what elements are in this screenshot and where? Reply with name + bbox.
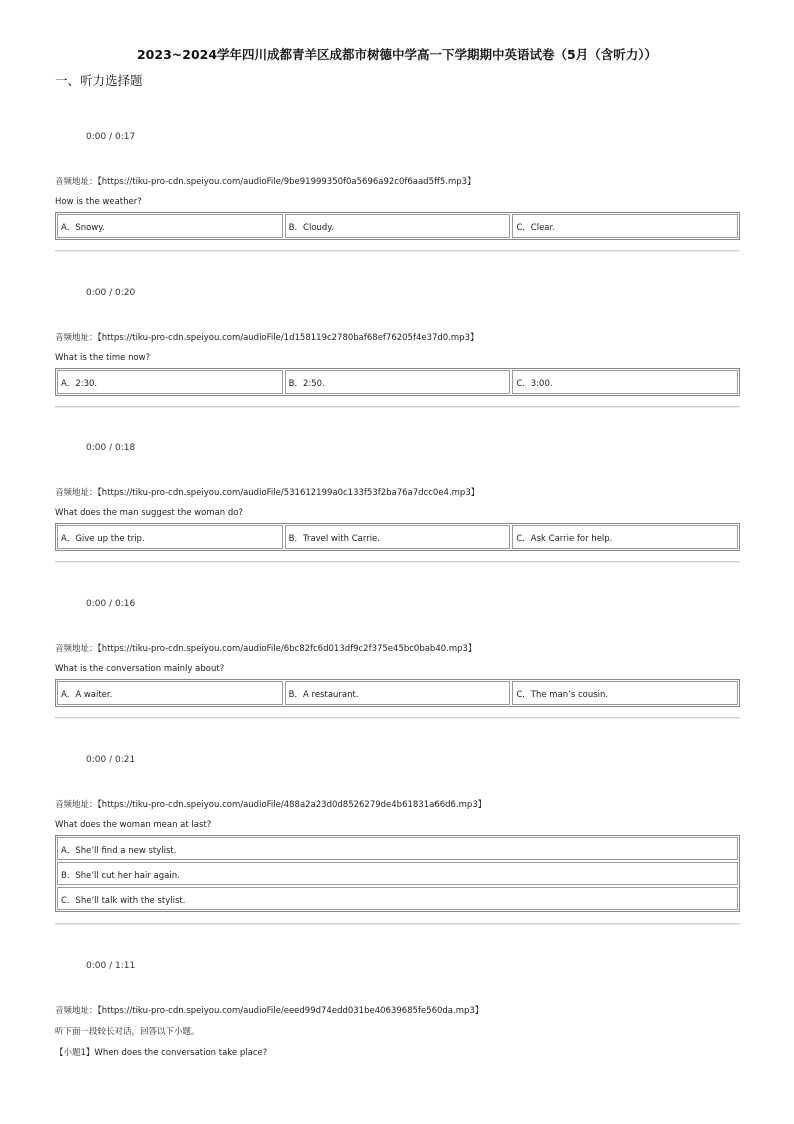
audio-player-time[interactable]: 0:00 / 0:17 [86, 132, 136, 142]
audio-player-time[interactable]: 0:00 / 0:18 [86, 443, 136, 453]
option-b: B．Travel with Carrie. [285, 525, 511, 549]
option-b: B．2:50. [285, 370, 511, 394]
audio-url: 【https://tiku-pro-cdn.speiyou.com/audioFile/6bc82fc6d013df9c2f375e45bc0bab40.mp3】 [97, 644, 477, 654]
option-c: C．She’ll talk with the stylist. [57, 887, 738, 910]
audio-url: 【https://tiku-pro-cdn.speiyou.com/audioFile/531612199a0c133f53f2ba76a7dcc0e4.mp3】 [97, 488, 480, 498]
question-text: How is the weather? [55, 197, 142, 207]
divider [55, 923, 740, 925]
divider [55, 250, 740, 252]
divider [55, 406, 740, 408]
audio-address-label: 音频地址： [55, 488, 98, 498]
option-a: A．She’ll find a new stylist. [57, 837, 738, 860]
options-table [55, 212, 740, 240]
audio-address-label: 音频地址： [55, 644, 98, 654]
instruction-text: 听下面一段较长对话，回答以下小题。 [55, 1027, 200, 1037]
audio-address [55, 1004, 483, 1016]
audio-url: 【https://tiku-pro-cdn.speiyou.com/audioFile/9be91999350f0a5696a92c0f6aad5ff5.mp3】 [97, 177, 476, 187]
option-c: C．Ask Carrie for help. [512, 525, 738, 549]
divider [55, 561, 740, 563]
audio-player-time[interactable]: 0:00 / 0:16 [86, 599, 136, 609]
audio-address [55, 175, 476, 187]
options-table [55, 835, 740, 912]
options-table [55, 679, 740, 707]
divider [55, 717, 740, 719]
audio-player-time[interactable]: 0:00 / 1:11 [86, 961, 136, 971]
audio-player-time[interactable]: 0:00 / 0:21 [86, 755, 136, 765]
audio-url: 【https://tiku-pro-cdn.speiyou.com/audioFile/eeed99d74edd031be40639685fe560da.mp3】 [97, 1006, 484, 1016]
audio-url: 【https://tiku-pro-cdn.speiyou.com/audioFile/488a2a23d0d8526279de4b61831a66d6.mp3】 [97, 800, 487, 810]
audio-address-label: 音频地址： [55, 1006, 98, 1016]
audio-address-label: 音频地址： [55, 800, 98, 810]
section-heading: 一、听力选择题 [55, 73, 143, 88]
audio-address-label: 音频地址： [55, 177, 98, 187]
audio-url: 【https://tiku-pro-cdn.speiyou.com/audioFile/1d158119c2780baf68ef76205f4e37d0.mp3】 [97, 333, 479, 343]
option-a: A．Snowy. [57, 214, 283, 238]
audio-address [55, 486, 479, 498]
audio-player-time[interactable]: 0:00 / 0:20 [86, 288, 136, 298]
option-a: A．A waiter. [57, 681, 283, 705]
audio-address-label: 音频地址： [55, 333, 98, 343]
document-title: 2023~2024学年四川成都青羊区成都市树德中学高一下学期期中英语试卷（5月（含听力）） [136, 47, 657, 62]
question-text: What is the time now? [55, 353, 151, 363]
question-text: What is the conversation mainly about? [55, 664, 225, 674]
option-b: B．Cloudy. [285, 214, 511, 238]
option-b: B．A restaurant. [285, 681, 511, 705]
options-table [55, 523, 740, 551]
audio-address [55, 798, 486, 810]
option-a: A．2:30. [57, 370, 283, 394]
options-table [55, 368, 740, 396]
audio-address [55, 642, 476, 654]
question-text: What does the man suggest the woman do? [55, 508, 244, 518]
option-a: A．Give up the trip. [57, 525, 283, 549]
option-c: C．The man’s cousin. [512, 681, 738, 705]
option-c: C．3:00. [512, 370, 738, 394]
option-c: C．Clear. [512, 214, 738, 238]
option-b: B．She’ll cut her hair again. [57, 862, 738, 885]
question-text: What does the woman mean at last? [55, 820, 212, 830]
sub-question-text: 【小题1】When does the conversation take place? [55, 1048, 268, 1058]
audio-address [55, 331, 479, 343]
